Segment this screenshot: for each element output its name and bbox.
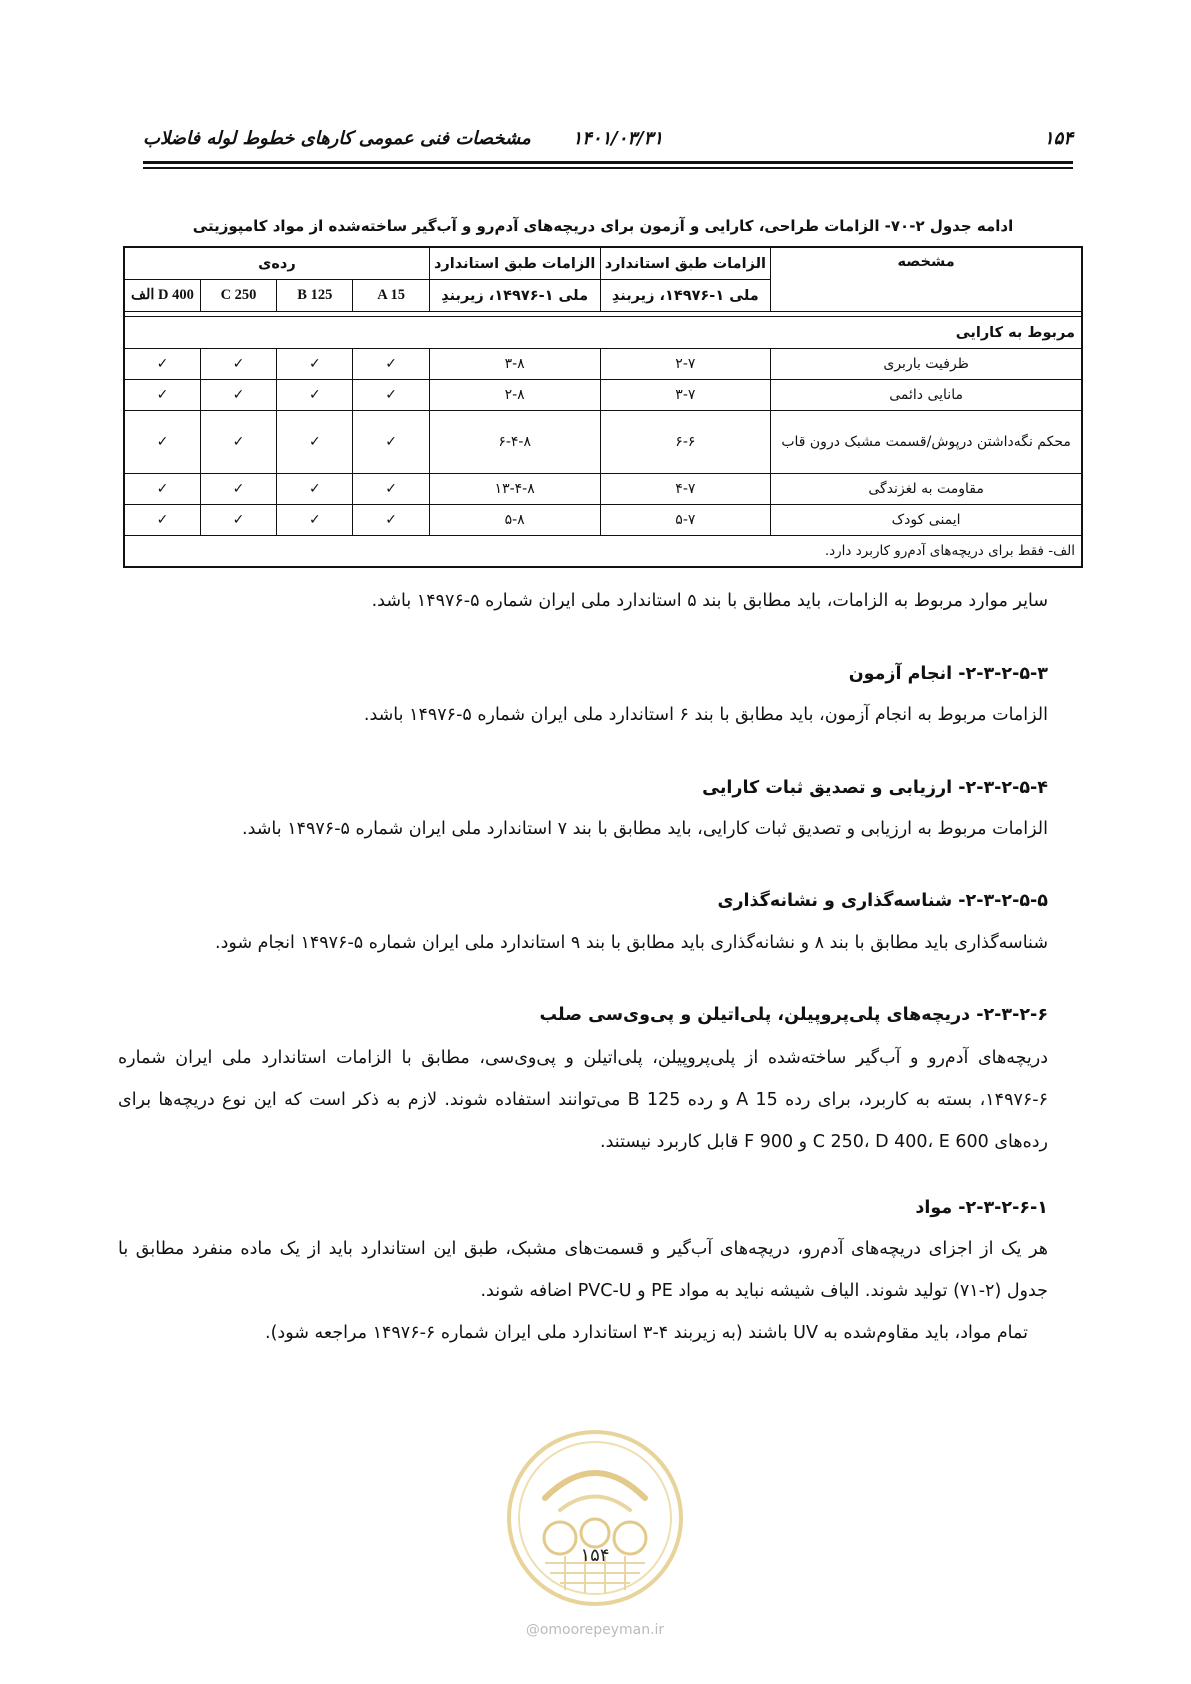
check-mark: ✓ [124,380,200,411]
header-class-d400: D 400 الف [124,280,200,312]
section-heading-materials: ۲-۳-۲-۶-۱- مواد [915,1198,1048,1218]
check-mark: ✓ [200,380,276,411]
check-mark: ✓ [200,505,276,536]
row-property: ایمنی کودک [771,505,1082,536]
row-req1: ۳-۷ [600,380,771,411]
section-heading-marking: ۲-۳-۲-۵-۵- شناسه‌گذاری و نشانه‌گذاری [717,891,1048,911]
check-mark: ✓ [353,474,429,505]
row-req1: ۲-۷ [600,349,771,380]
check-mark: ✓ [353,505,429,536]
check-mark: ✓ [124,411,200,474]
check-mark: ✓ [353,349,429,380]
section-heading-testing: ۲-۳-۲-۵-۳- انجام آزمون [848,664,1048,684]
check-mark: ✓ [200,474,276,505]
table-row [124,505,1082,536]
page-number: ۱۵۴ [1043,128,1073,149]
check-mark: ✓ [277,505,353,536]
header-date: ۱۴۰۱/۰۳/۳۱ [572,128,663,149]
paragraph-testing: الزامات مربوط به انجام آزمون، باید مطابق با بند ۶ استاندارد ملی ایران شماره ۵-۱۴۹۷۶ باشد. [363,705,1048,725]
row-property: محکم نگه‌داشتن درپوش/قسمت مشبک درون قاب [771,411,1082,474]
row-req2: ۳-۸ [429,349,600,380]
header-req2-line1: الزامات طبق استاندارد [429,247,600,280]
row-req2: ۵-۸ [429,505,600,536]
header-req1-line1: الزامات طبق استاندارد [600,247,771,280]
paragraph-materials: هر یک از اجزای دریچه‌های آدم‌رو، دریچه‌های آب‌گیر و قسمت‌های مشبک، طبق این استاندارد باید از یک ماده منفرد مطابق با جدول (۲-۷۱) تولید شوند. الیاف شیشه نباید به مواد PE و PVC-U اضافه شوند. [118,1239,1048,1301]
paragraph-other-requirements: سایر موارد مربوط به الزامات، باید مطابق با بند ۵ استاندارد ملی ایران شماره ۵-۱۴۹۷۶ باشد. [371,591,1048,611]
header-req2-line2: ملی ۱-۱۴۹۷۶، زیربندِ [429,280,600,312]
header-rule-thin [143,167,1073,169]
requirements-table [123,246,1083,568]
row-req2: ۶-۴-۸ [429,411,600,474]
section-heading-plastic-covers: ۲-۳-۲-۶- دریچه‌های پلی‌پروپیلن، پلی‌اتیلن و پی‌وی‌سی صلب [539,1005,1048,1025]
paragraph-assessment: الزامات مربوط به ارزیابی و تصدیق ثبات کارایی، باید مطابق با بند ۷ استاندارد ملی ایران شماره ۵-۱۴۹۷۶ باشد. [242,819,1048,839]
check-mark: ✓ [124,349,200,380]
row-req2: ۱۳-۴-۸ [429,474,600,505]
row-property: مانایی دائمی [771,380,1082,411]
row-req1: ۴-۷ [600,474,771,505]
header-class: رده‌ی [124,247,429,280]
check-mark: ✓ [353,380,429,411]
section-row: مربوط به کارایی [124,317,1082,349]
seal-watermark-icon [505,1428,685,1608]
row-property: مقاومت به لغزندگی [771,474,1082,505]
table-row [124,349,1082,380]
check-mark: ✓ [124,505,200,536]
paragraph-plastic-covers: دریچه‌های آدم‌رو و آب‌گیر ساخته‌شده از پلی‌پروپیلن، پلی‌اتیلن و پی‌وی‌سی، مطابق با الزامات استاندارد ملی ایران شماره ۶-۱۴۹۷۶، بسته به کاربرد، برای رده A 15 و رده B 125 می‌توانند استفاده شوند. لازم به ذکر است که این نوع دریچه‌ها برای رده‌های C 250، D 400، E 600 و F 900 قابل کاربرد نیستند. [118,1048,1048,1152]
section-heading-assessment: ۲-۳-۲-۵-۴- ارزیابی و تصدیق ثبات کارایی [702,778,1048,798]
table-footnote: الف- فقط برای دریچه‌های آدم‌رو کاربرد دارد. [124,536,1082,568]
row-req2: ۲-۸ [429,380,600,411]
check-mark: ✓ [200,349,276,380]
check-mark: ✓ [277,380,353,411]
row-req1: ۵-۷ [600,505,771,536]
table-row [124,380,1082,411]
header-class-b125: B 125 [277,280,353,312]
check-mark: ✓ [277,349,353,380]
table-row [124,411,1082,474]
check-mark: ✓ [200,411,276,474]
header-property: مشخصه [771,247,1082,312]
check-mark: ✓ [353,411,429,474]
header-rule-thick [143,161,1073,164]
row-req1: ۶-۶ [600,411,771,474]
header-req1-line2: ملی ۱-۱۴۹۷۶، زیربندِ [600,280,771,312]
watermark-page-number: ۱۵۴ [580,1545,610,1566]
header-class-a15: A 15 [353,280,429,312]
header-class-c250: C 250 [200,280,276,312]
table-caption: ادامه جدول ۲-۷۰- الزامات طراحی، کارایی و آزمون برای دریچه‌های آدم‌رو و آب‌گیر ساخته‌شده از مواد کامپوزیتی [192,217,1014,235]
check-mark: ✓ [124,474,200,505]
row-property: ظرفیت باربری [771,349,1082,380]
check-mark: ✓ [277,474,353,505]
header-title: مشخصات فنی عمومی کارهای خطوط لوله فاضلاب [143,128,531,149]
paragraph-uv: تمام مواد، باید مقاوم‌شده به UV باشند (به زیربند ۴-۳ استاندارد ملی ایران شماره ۶-۱۴۹۷۶ مراجعه شود). [265,1323,1028,1343]
watermark-site: @omoorepeyman.ir [525,1622,665,1638]
table-row [124,474,1082,505]
paragraph-marking: شناسه‌گذاری باید مطابق با بند ۸ و نشانه‌گذاری باید مطابق با بند ۹ استاندارد ملی ایران شماره ۵-۱۴۹۷۶ انجام شود. [215,933,1048,953]
check-mark: ✓ [277,411,353,474]
page-header [143,128,1073,154]
